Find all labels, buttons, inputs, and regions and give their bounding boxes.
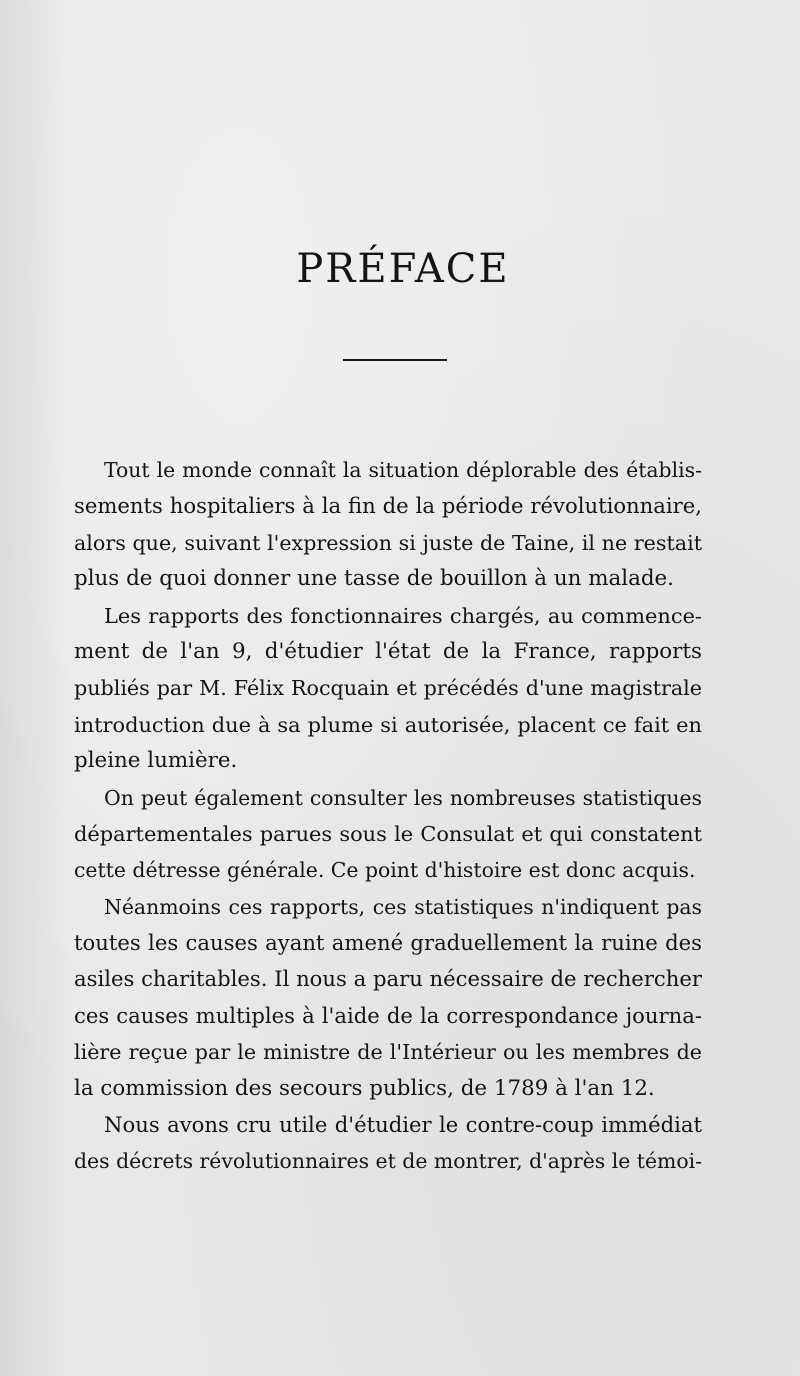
page-title: PRÉFACE — [296, 246, 510, 292]
text-line: cette détresse générale. Ce point d'histoire est donc acquis. — [74, 858, 696, 883]
preface-body — [74, 452, 702, 1180]
text-line: ces causes multiples à l'aide de la correspondance journa- — [74, 1002, 702, 1028]
paragraph-4 — [74, 889, 702, 1107]
text-line: On peut également consulter les nombreuses statistiques — [104, 785, 702, 810]
text-line: la commission des secours publics, de 1789 à l'an 12. — [74, 1075, 655, 1101]
text-line: sements hospitaliers à la fin de la période révolutionnaire, — [74, 493, 702, 519]
text-line: Nous avons cru utile d'étudier le contre-coup immédiat — [104, 1112, 702, 1138]
text-line: asiles charitables. Il nous a paru nécessaire de rechercher — [74, 966, 702, 992]
paragraph-3 — [74, 780, 702, 889]
text-line: plus de quoi donner une tasse de bouillon à un malade. — [74, 566, 674, 592]
paragraph-1 — [74, 452, 702, 598]
paragraph-5 — [74, 1107, 702, 1180]
title-rule — [343, 359, 447, 361]
text-line: publiés par M. Félix Rocquain et précédés d'une magistrale — [74, 676, 702, 701]
text-line: Les rapports des fonctionnaires chargés, au commence- — [104, 603, 702, 628]
text-line: départementales parues sous le Consulat et qui constatent — [74, 821, 702, 846]
text-line: des décrets révolutionnaires et de montrer, d'après le témoi- — [74, 1149, 703, 1174]
text-line: Néanmoins ces rapports, ces statistiques n'indiquent pas — [104, 894, 702, 919]
text-line: Tout le monde connaît la situation déplorable des établis- — [104, 458, 702, 482]
text-line: alors que, suivant l'expression si juste de Taine, il ne restait — [74, 530, 702, 555]
text-line: toutes les causes ayant amené graduellement la ruine des — [74, 930, 702, 956]
text-line: introduction due à sa plume si autorisée, placent ce fait en — [74, 712, 702, 737]
paragraph-2 — [74, 598, 702, 780]
text-line: ment de l'an 9, d'étudier l'état de la France, rapports — [74, 638, 702, 664]
text-line: lière reçue par le ministre de l'Intérieur ou les membres de — [74, 1040, 702, 1065]
text-line: pleine lumière. — [74, 748, 238, 774]
